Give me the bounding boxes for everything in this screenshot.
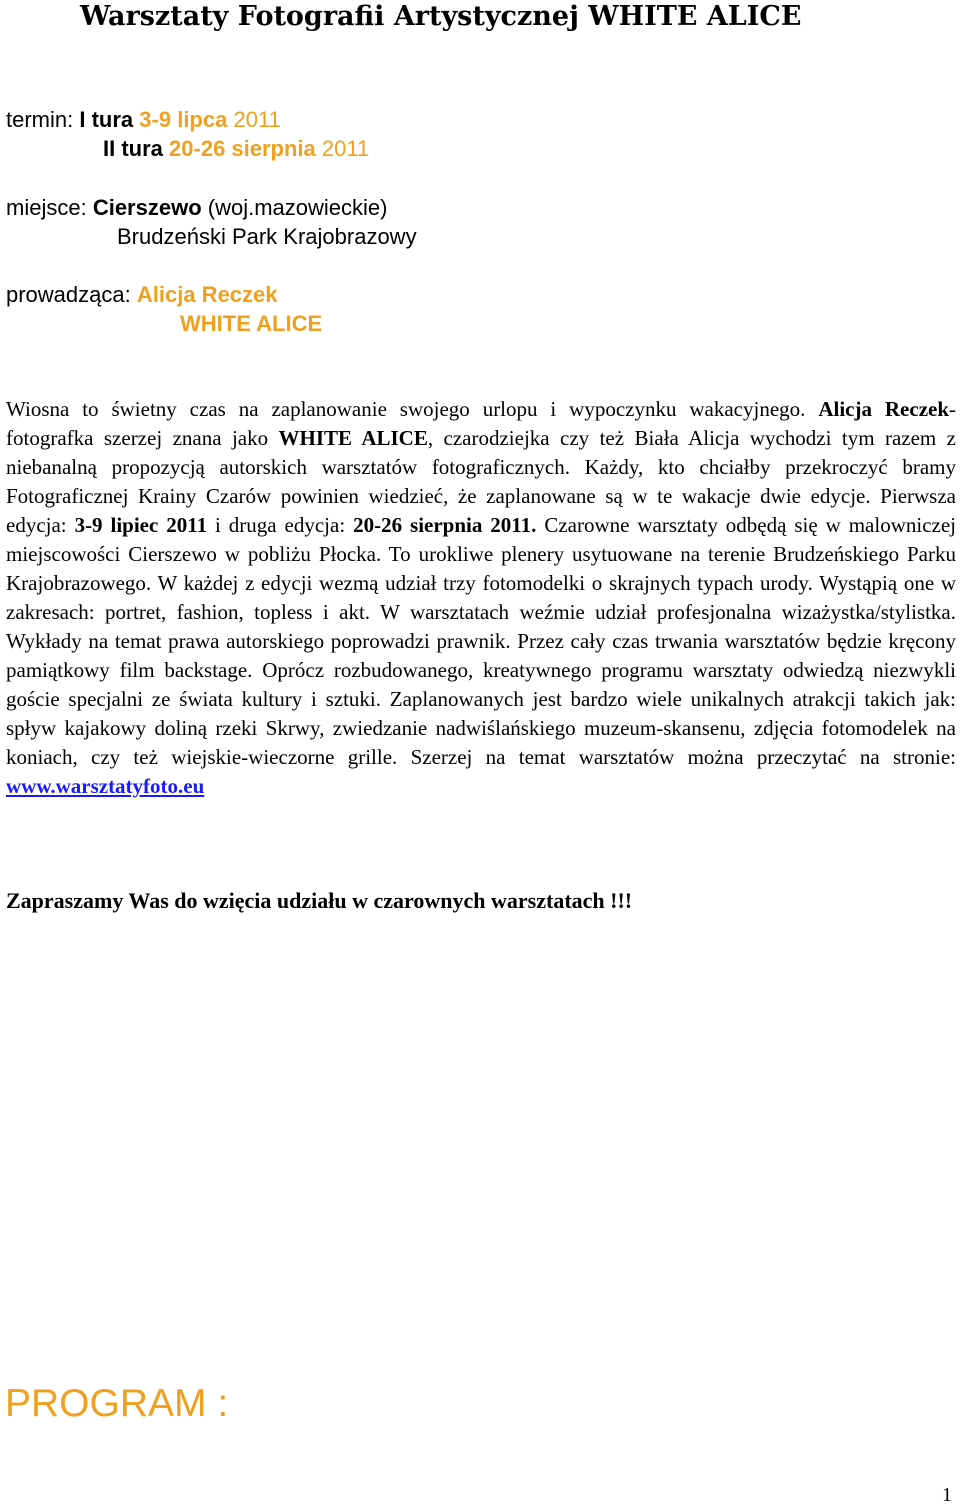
body-bold-name: Alicja Reczek bbox=[818, 397, 950, 421]
prowadzaca-brand: WHITE ALICE bbox=[180, 311, 323, 336]
tour1-year: 2011 bbox=[233, 107, 281, 132]
miejsce-place: Cierszewo bbox=[92, 195, 202, 220]
termin-line-2 bbox=[103, 136, 369, 162]
body-bold-brand: WHITE ALICE bbox=[278, 426, 428, 450]
miejsce-region: (woj.mazowieckie) bbox=[207, 195, 388, 220]
program-heading: PROGRAM : bbox=[5, 1382, 229, 1425]
prowadzaca-name: Alicja Reczek bbox=[136, 282, 278, 307]
prowadzaca-line-1 bbox=[6, 282, 278, 308]
prowadzaca-label: prowadząca: bbox=[6, 282, 131, 307]
body-text: i druga edycja: bbox=[207, 513, 354, 537]
invite-text: Zapraszamy Was do wzięcia udziału w czarownych warsztatach !!! bbox=[6, 888, 633, 913]
body-bold-date-2: 20-26 sierpnia 2011. bbox=[353, 513, 537, 537]
termin-line-1 bbox=[6, 107, 281, 133]
tour2-year: 2011 bbox=[321, 136, 370, 161]
page-title: Warsztaty Fotografii Artystycznej WHITE ALICE bbox=[80, 1, 802, 32]
miejsce-label: miejsce: bbox=[6, 195, 87, 220]
tour2-label: II tura bbox=[103, 136, 163, 161]
body-text: Czarowne warsztaty odbędą się w malowniczej miejscowości Cierszewo w pobliżu Płocka. To urokliwe plenery usytuowane na terenie Brudzeńskiego Parku Krajobrazowego. W każdej z edycji wezmą udział trzy fotomodelki o skrajnych typach urody. Wystąpią one w zakresach: portret, fashion, topless i akt. W warsztatach weźmie udział profesjonalna wizażystka/stylistka. Wykłady na temat prawa autorskiego poprowadzi prawnik. Przez cały czas trwania warsztatów będzie kręcony pamiątkowy film backstage. Oprócz rozbudowanego, kreatywnego programu warsztaty odwiedzą niezwykli goście specjalni ze świata kultury i sztuki. Zaplanowanych jest bardzo wiele unikalnych atrakcji takich jak: spływ kajakowy doliną rzeki Skrwy, zwiedzanie nadwiślańskiego muzeum-skansenu, zdjęcia fotomodelek na koniach, czy też wiejskie-wieczorne grille. Szerzej na temat warsztatów można przeczytać na stronie: bbox=[6, 513, 956, 769]
body-text: Wiosna to świetny czas na zaplanowanie swojego urlopu i wypoczynku wakacyjnego. bbox=[6, 397, 819, 421]
page-number: 1 bbox=[942, 1484, 952, 1506]
body-bold-date-1: 3-9 lipiec 2011 bbox=[74, 513, 208, 537]
miejsce-line-1 bbox=[6, 195, 387, 221]
website-link[interactable]: www.warsztatyfoto.eu bbox=[6, 774, 205, 798]
termin-label: termin: bbox=[6, 107, 74, 132]
body-text: - fotografka szerzej znana jako bbox=[6, 397, 957, 450]
body-text: , czarodziejka czy też Biała Alicja wychodzi tym razem z niebanalną propozycją autorskich warsztatów fotograficznych. Każdy, kto chciałby przekroczyć bramy Fotograficznej Krainy Czarów powinien wiedzieć, że zaplanowane są w te wakacje dwie edycje. Pierwsza edycja: bbox=[6, 426, 956, 537]
tour2-dates: 20-26 sierpnia bbox=[169, 136, 316, 161]
tour1-dates: 3-9 lipca bbox=[139, 107, 228, 132]
miejsce-park: Brudzeński Park Krajobrazowy bbox=[117, 224, 417, 249]
tour1-label: I tura bbox=[79, 107, 134, 132]
description-paragraph bbox=[6, 395, 956, 801]
